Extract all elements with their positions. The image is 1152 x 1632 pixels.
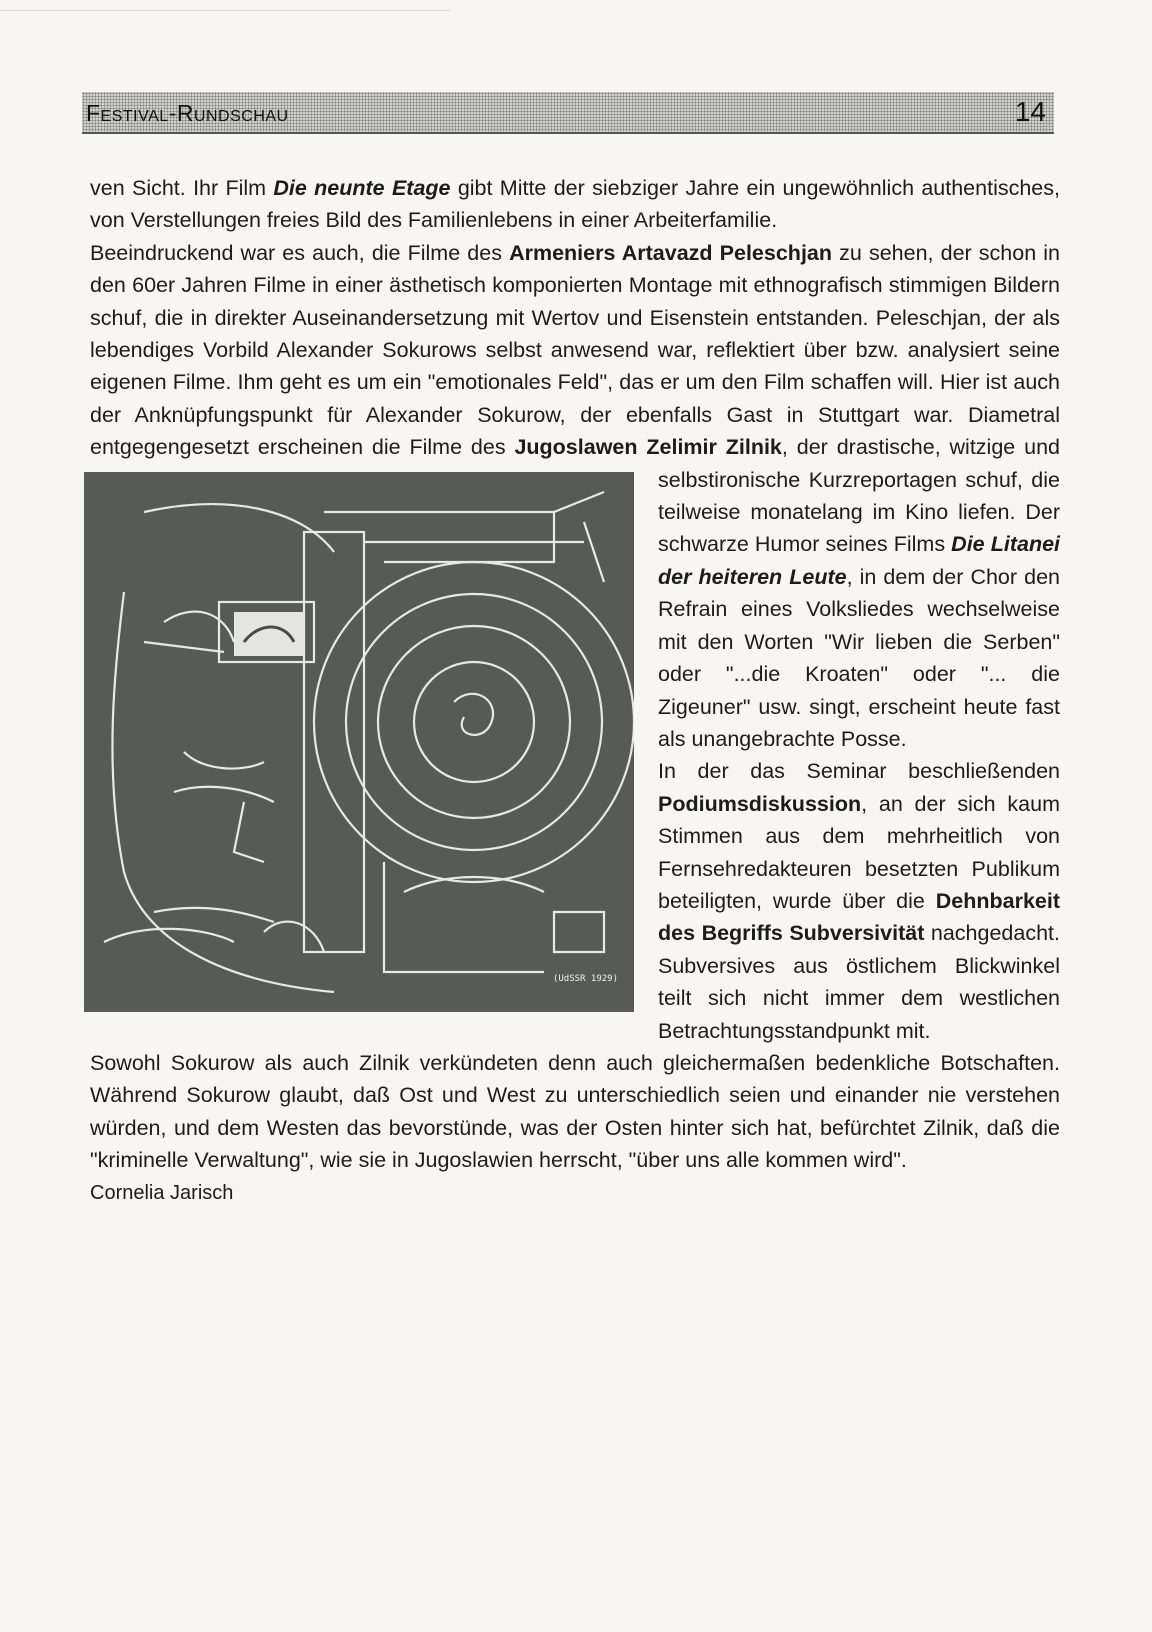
top-rule	[0, 10, 450, 11]
paragraph-1: ven Sicht. Ihr Film Die neunte Etage gibt Mitte der siebziger Jahre ein ungewöhnlich authentisches, von Verstellungen freies Bild des Familienlebens in einer Arbeiterfamilie.	[90, 176, 1060, 233]
name-zilnik: Jugoslawen Zelimir Zilnik	[514, 435, 782, 460]
section-header	[82, 92, 1054, 134]
paragraph-3: In der das Seminar beschließenden Podiumsdiskussion, an der sich kaum Stimmen aus dem mehrheitlich von Fernsehredakteuren besetzten Publikum beteiligten, wurde über die Dehnbarkeit des Begriffs Subversivität nachgedacht. Subversives aus östlichem Blickwinkel teilt sich nicht immer dem westlichen Betrachtungsstandpunkt mit.	[658, 759, 1060, 1043]
image-caption: (UdSSR 1929)	[552, 974, 618, 985]
article-body	[90, 172, 1060, 1209]
name-peleschjan: Armeniers Artavazd Peleschjan	[509, 240, 833, 265]
film-still-image	[84, 472, 634, 1012]
paragraph-2: Beeindruckend war es auch, die Filme des Armeniers Artavazd Peleschjan zu sehen, der schon in den 60er Jahren Filme in einer ästhetisch komponierten Montage mit ethnografisch stimmigen Bildern schuf, die in direkter Auseinandersetzung mit Wertov und Eisenstein entstanden. Peleschjan, der als lebendiges Vorbild Alexander Sokurows selbst anwesend war, reflektiert über bzw. analysiert seine eigenen Filme. Ihm geht es um ein "emotionales Feld", das er um den Film schaffen will. Hier ist auch der Anknüpfungspunkt für Alexander Sokurow, der ebenfalls Gast in Stuttgart war. Diametral entgegengesetzt erscheinen die Filme des (UdSSR 1929) Jugoslawen Zelimir Zilnik, der drastische, witzige und selbstironische Kurzreportagen schuf, die teilweise monatelang im Kino liefen. Der schwarze Humor seines Films Die Litanei der heiteren Leute, in dem der Chor den Refrain eines Volksliedes wechselweise mit den Worten "Wir lieben die Serben" oder "...die Kroaten" oder "... die Zigeuner" usw. singt, erscheint heute fast als unangebrachte Posse.	[90, 237, 1060, 756]
film-title-litanei: Die Litanei der heiteren Leute	[658, 532, 1061, 589]
section-title: Festival-Rundschau	[86, 100, 289, 126]
page-number: 14	[1014, 96, 1046, 127]
term-subversivitaet: Dehnbarkeit des Begriffs Subversivität	[658, 888, 1060, 946]
film-title-neunte-etage: Die neunte Etage	[273, 176, 451, 200]
term-podiumsdiskussion: Podiumsdiskussion	[658, 791, 862, 816]
author-name: Cornelia Jarisch	[90, 1181, 234, 1204]
camera-portrait-drawing	[84, 472, 634, 1012]
paragraph-4: Sowohl Sokurow als auch Zilnik verkündeten denn auch gleichermaßen bedenkliche Botschaften. Während Sokurow glaubt, daß Ost und West zu unterschiedlich seien und einander nie verstehen würden, und dem Westen das bevorstünde, was der Osten hinter sich hat, befürchtet Zilnik, daß die "kriminelle Verwaltung", wie sie in Jugoslawien herrscht, "über uns alle kommen wird".	[90, 1050, 1060, 1173]
